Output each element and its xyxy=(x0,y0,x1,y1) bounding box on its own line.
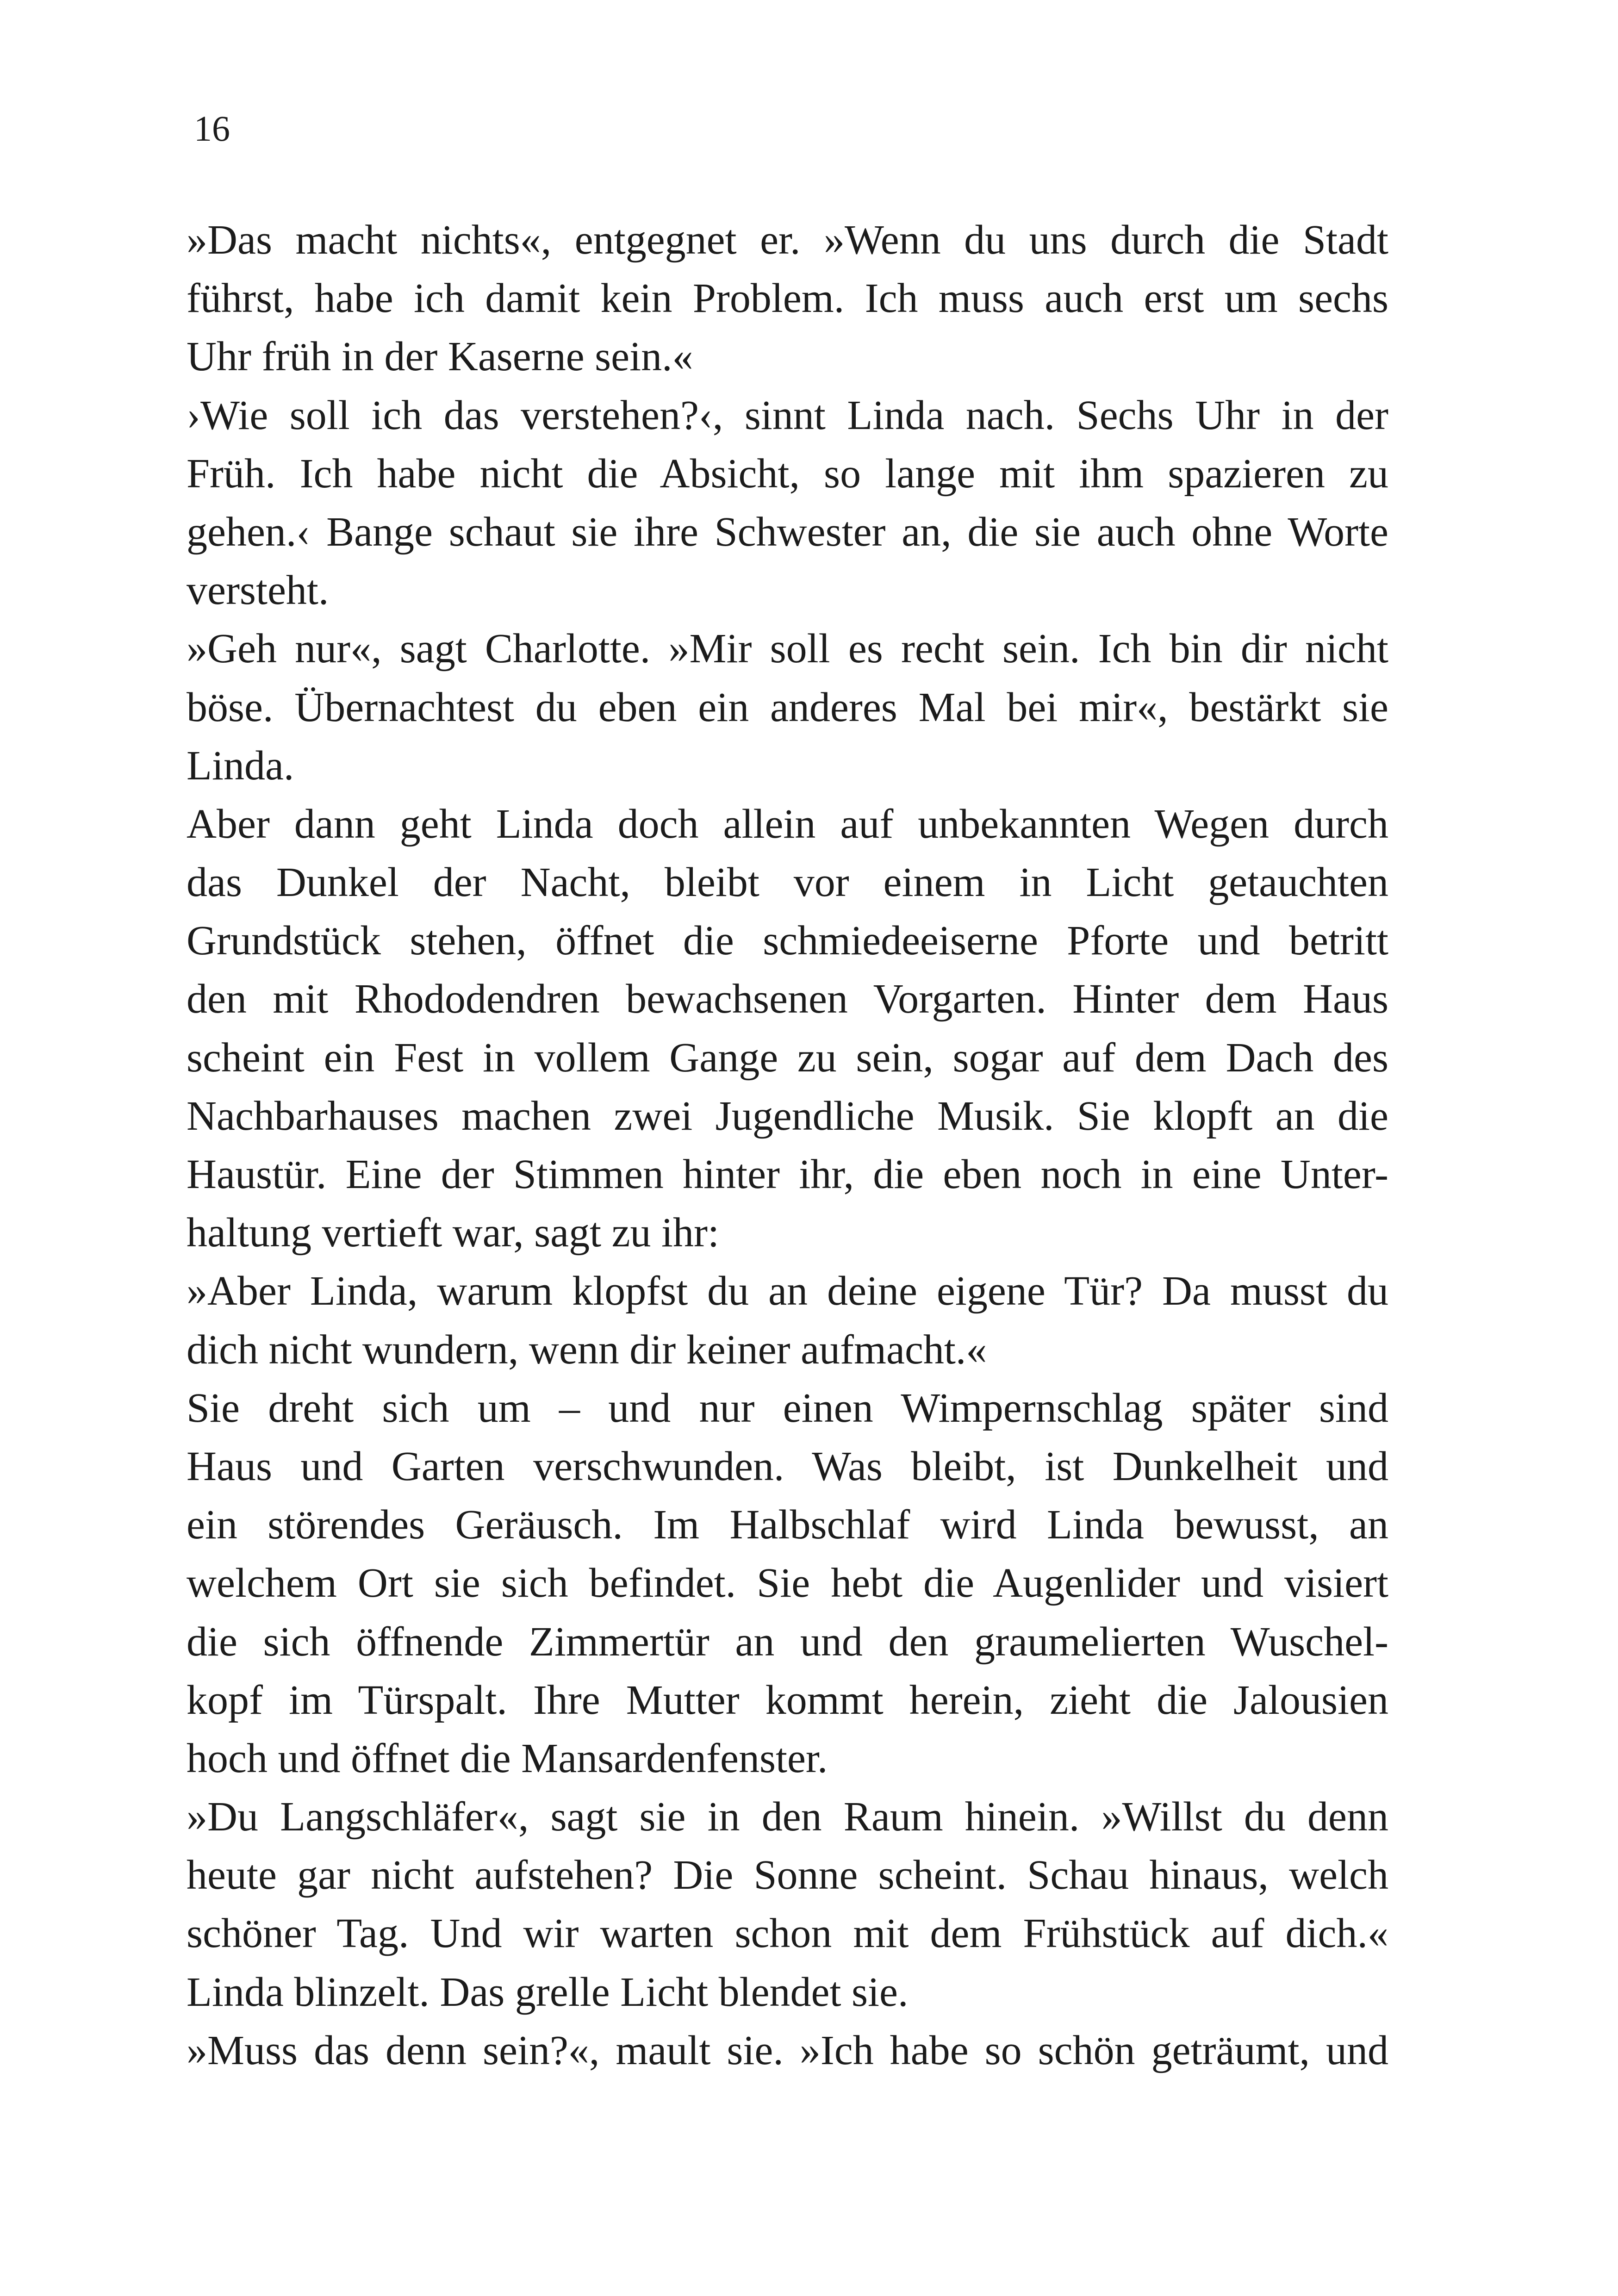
text-line: welchem Ort sie sich befindet. Sie hebt die Augenlider und visiert xyxy=(187,1560,1388,1606)
text-line: scheint ein Fest in vollem Gange zu sein, sogar auf dem Dach des xyxy=(187,1034,1388,1081)
text-line: Haus und Garten verschwunden. Was bleibt, ist Dunkelheit und xyxy=(187,1443,1388,1489)
text-line: »Das macht nichts«, entgegnet er. »Wenn du uns durch die Stadt xyxy=(187,217,1388,263)
text-line: Uhr früh in der Kaserne sein.« xyxy=(187,334,693,380)
text-line: das Dunkel der Nacht, bleibt vor einem in Licht getauchten xyxy=(187,859,1388,906)
body-text xyxy=(187,211,1388,2080)
text-line: ein störendes Geräusch. Im Halbschlaf wird Linda bewusst, an xyxy=(187,1502,1388,1548)
text-line: Aber dann geht Linda doch allein auf unbekannten Wegen durch xyxy=(187,801,1388,847)
text-line: führst, habe ich damit kein Problem. Ich muss auch erst um sechs xyxy=(187,275,1388,322)
text-line: die sich öffnende Zimmertür an und den graumelierten Wuschel- xyxy=(187,1618,1388,1665)
text-line: schöner Tag. Und wir warten schon mit dem Frühstück auf dich.« xyxy=(187,1910,1388,1957)
text-line: dich nicht wundern, wenn dir keiner aufmacht.« xyxy=(187,1326,987,1373)
text-line: »Du Langschläfer«, sagt sie in den Raum hinein. »Willst du denn xyxy=(187,1794,1388,1840)
text-line: »Geh nur«, sagt Charlotte. »Mir soll es recht sein. Ich bin dir nicht xyxy=(187,626,1388,672)
text-line: Nachbarhauses machen zwei Jugendliche Musik. Sie klopft an die xyxy=(187,1093,1388,1139)
text-line: ›Wie soll ich das verstehen?‹, sinnt Linda nach. Sechs Uhr in der xyxy=(187,392,1388,438)
text-line: gehen.‹ Bange schaut sie ihre Schwester an, die sie auch ohne Worte xyxy=(187,509,1388,555)
text-line: Früh. Ich habe nicht die Absicht, so lange mit ihm spazieren zu xyxy=(187,450,1388,497)
text-line: kopf im Türspalt. Ihre Mutter kommt herein, zieht die Jalousien xyxy=(187,1677,1388,1723)
text-line: »Aber Linda, warum klopfst du an deine eigene Tür? Da musst du xyxy=(187,1268,1388,1314)
text-line: Linda blinzelt. Das grelle Licht blendet sie. xyxy=(187,1969,909,2015)
text-line: Grundstück stehen, öffnet die schmiedeeiserne Pforte und betritt xyxy=(187,918,1388,964)
text-line: heute gar nicht aufstehen? Die Sonne scheint. Schau hinaus, welch xyxy=(187,1852,1388,1898)
text-line: »Muss das denn sein?«, mault sie. »Ich habe so schön geträumt, und xyxy=(187,2027,1388,2073)
text-line: den mit Rhododendren bewachsenen Vorgarten. Hinter dem Haus xyxy=(187,976,1388,1022)
text-line: böse. Übernachtest du eben ein anderes Mal bei mir«, bestärkt sie xyxy=(187,684,1388,730)
text-line: hoch und öffnet die Mansardenfenster. xyxy=(187,1735,828,1781)
text-line: haltung vertieft war, sagt zu ihr: xyxy=(187,1210,720,1256)
text-line: versteht. xyxy=(187,567,329,614)
text-line: Sie dreht sich um – und nur einen Wimpernschlag später sind xyxy=(187,1385,1388,1431)
text-line: Haustür. Eine der Stimmen hinter ihr, die eben noch in eine Unter- xyxy=(187,1151,1388,1197)
page-number: 16 xyxy=(194,108,230,149)
text-line: Linda. xyxy=(187,742,294,789)
